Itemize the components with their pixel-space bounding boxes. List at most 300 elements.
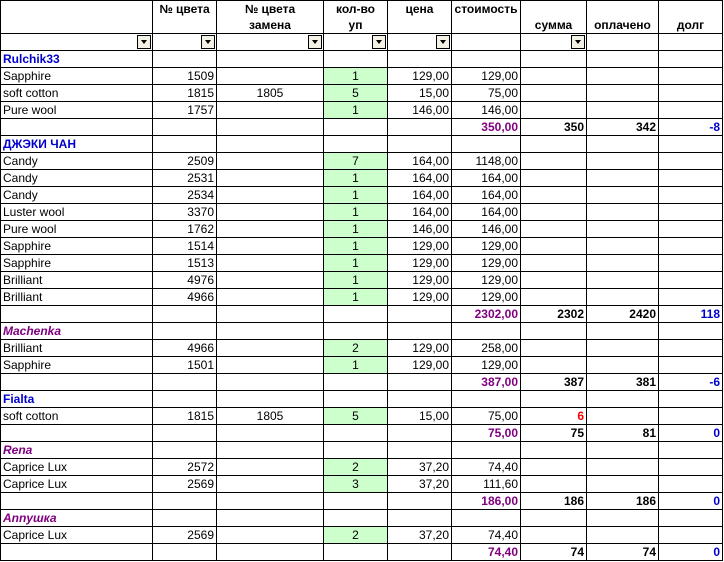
color-replace-cell[interactable] xyxy=(217,102,324,119)
customer-total-row xyxy=(1,493,723,510)
empty-cell[interactable] xyxy=(388,51,452,68)
cost-cell[interactable]: 164,00 xyxy=(452,187,521,204)
total-debt-cell[interactable]: 0 xyxy=(659,493,723,510)
customer-name[interactable]: Fialta xyxy=(1,391,153,408)
cost-cell[interactable]: 111,60 xyxy=(452,476,521,493)
debt-cell[interactable] xyxy=(659,357,723,374)
color-number-cell[interactable]: 1513 xyxy=(153,255,217,272)
empty-cell[interactable] xyxy=(659,510,723,527)
empty-cell[interactable] xyxy=(388,119,452,136)
color-number-cell[interactable]: 1762 xyxy=(153,221,217,238)
price-cell[interactable]: 129,00 xyxy=(388,272,452,289)
quantity-cell[interactable]: 5 xyxy=(324,85,388,102)
yarn-name-cell[interactable]: Pure wool xyxy=(1,221,153,238)
empty-cell[interactable] xyxy=(217,323,324,340)
order-item-row xyxy=(1,68,723,85)
customer-name[interactable]: ДЖЭКИ ЧАН xyxy=(1,136,153,153)
yarn-name-cell[interactable]: Candy xyxy=(1,170,153,187)
empty-cell[interactable] xyxy=(388,425,452,442)
color-replace-cell[interactable]: 1805 xyxy=(217,85,324,102)
customer-name[interactable]: Machenka xyxy=(1,323,153,340)
yarn-name-cell[interactable]: soft cotton xyxy=(1,85,153,102)
total-sum-cell[interactable]: 387 xyxy=(521,374,587,391)
paid-cell[interactable] xyxy=(587,204,659,221)
price-cell[interactable]: 129,00 xyxy=(388,357,452,374)
debt-cell[interactable] xyxy=(659,68,723,85)
sum-cell[interactable] xyxy=(521,68,587,85)
debt-cell[interactable] xyxy=(659,102,723,119)
cost-cell[interactable]: 146,00 xyxy=(452,221,521,238)
empty-cell[interactable] xyxy=(217,425,324,442)
sum-cell[interactable] xyxy=(521,255,587,272)
empty-cell[interactable] xyxy=(1,306,153,323)
debt-cell[interactable] xyxy=(659,204,723,221)
empty-cell[interactable] xyxy=(324,391,388,408)
quantity-cell[interactable]: 7 xyxy=(324,153,388,170)
price-cell[interactable]: 129,00 xyxy=(388,68,452,85)
empty-cell[interactable] xyxy=(388,544,452,561)
empty-cell[interactable] xyxy=(217,442,324,459)
empty-cell[interactable] xyxy=(153,51,217,68)
empty-cell[interactable] xyxy=(521,323,587,340)
empty-cell[interactable] xyxy=(1,425,153,442)
empty-cell[interactable] xyxy=(388,493,452,510)
customer-name[interactable]: Rulchik33 xyxy=(1,51,153,68)
total-paid-cell[interactable]: 74 xyxy=(587,544,659,561)
price-cell[interactable]: 164,00 xyxy=(388,204,452,221)
yarn-name-cell[interactable]: Candy xyxy=(1,153,153,170)
color-replace-cell[interactable] xyxy=(217,170,324,187)
color-replace-cell[interactable] xyxy=(217,68,324,85)
color-replace-cell[interactable] xyxy=(217,221,324,238)
filter-dropdown-icon[interactable] xyxy=(201,35,215,49)
empty-cell[interactable] xyxy=(217,136,324,153)
empty-cell[interactable] xyxy=(153,391,217,408)
yarn-name-cell[interactable]: Sapphire xyxy=(1,68,153,85)
empty-cell[interactable] xyxy=(217,510,324,527)
color-replace-cell[interactable] xyxy=(217,272,324,289)
autofilter-row xyxy=(1,34,723,51)
empty-cell[interactable] xyxy=(324,442,388,459)
sum-cell[interactable] xyxy=(521,272,587,289)
empty-cell[interactable] xyxy=(659,323,723,340)
cost-cell[interactable]: 129,00 xyxy=(452,289,521,306)
debt-cell[interactable] xyxy=(659,272,723,289)
order-item-row xyxy=(1,85,723,102)
total-paid-cell[interactable]: 81 xyxy=(587,425,659,442)
quantity-cell[interactable]: 1 xyxy=(324,357,388,374)
quantity-cell[interactable]: 2 xyxy=(324,340,388,357)
price-cell[interactable]: 164,00 xyxy=(388,170,452,187)
customer-header-row xyxy=(1,136,723,153)
total-sum-cell[interactable]: 350 xyxy=(521,119,587,136)
price-cell[interactable]: 146,00 xyxy=(388,102,452,119)
empty-cell[interactable] xyxy=(324,425,388,442)
color-replace-cell[interactable] xyxy=(217,204,324,221)
empty-cell[interactable] xyxy=(217,391,324,408)
customer-header-row xyxy=(1,442,723,459)
color-number-cell[interactable]: 2531 xyxy=(153,170,217,187)
price-cell[interactable]: 15,00 xyxy=(388,408,452,425)
yarn-name-cell[interactable]: Sapphire xyxy=(1,357,153,374)
quantity-cell[interactable]: 3 xyxy=(324,476,388,493)
empty-cell[interactable] xyxy=(324,323,388,340)
color-number-cell[interactable]: 1514 xyxy=(153,238,217,255)
total-sum-cell[interactable]: 2302 xyxy=(521,306,587,323)
empty-cell[interactable] xyxy=(217,493,324,510)
empty-cell[interactable] xyxy=(388,510,452,527)
empty-cell[interactable] xyxy=(452,136,521,153)
order-item-row xyxy=(1,221,723,238)
cost-cell[interactable]: 129,00 xyxy=(452,238,521,255)
price-cell[interactable]: 129,00 xyxy=(388,289,452,306)
price-cell[interactable]: 164,00 xyxy=(388,153,452,170)
color-number-cell[interactable]: 4976 xyxy=(153,272,217,289)
color-replace-cell[interactable] xyxy=(217,340,324,357)
order-item-row xyxy=(1,476,723,493)
empty-cell[interactable] xyxy=(217,306,324,323)
sum-cell[interactable] xyxy=(521,459,587,476)
color-number-cell[interactable]: 2572 xyxy=(153,459,217,476)
empty-cell[interactable] xyxy=(659,391,723,408)
empty-cell[interactable] xyxy=(452,391,521,408)
cost-cell[interactable]: 129,00 xyxy=(452,68,521,85)
total-debt-cell[interactable]: 118 xyxy=(659,306,723,323)
empty-cell[interactable] xyxy=(452,323,521,340)
total-sum-cell[interactable]: 75 xyxy=(521,425,587,442)
quantity-cell[interactable]: 1 xyxy=(324,68,388,85)
quantity-cell[interactable]: 1 xyxy=(324,170,388,187)
total-paid-cell[interactable]: 186 xyxy=(587,493,659,510)
color-replace-cell[interactable] xyxy=(217,459,324,476)
paid-cell[interactable] xyxy=(587,289,659,306)
quantity-cell[interactable]: 1 xyxy=(324,102,388,119)
empty-cell[interactable] xyxy=(324,119,388,136)
empty-cell[interactable] xyxy=(324,374,388,391)
empty-cell[interactable] xyxy=(1,374,153,391)
quantity-cell[interactable]: 5 xyxy=(324,408,388,425)
filter-dropdown-icon[interactable] xyxy=(137,35,151,49)
empty-cell[interactable] xyxy=(324,493,388,510)
sum-cell[interactable] xyxy=(521,85,587,102)
debt-cell[interactable] xyxy=(659,289,723,306)
header-color-replace: № цвета замена xyxy=(217,1,324,34)
paid-cell[interactable] xyxy=(587,476,659,493)
empty-cell[interactable] xyxy=(324,306,388,323)
color-replace-cell[interactable] xyxy=(217,357,324,374)
paid-cell[interactable] xyxy=(587,255,659,272)
yarn-name-cell[interactable]: Pure wool xyxy=(1,102,153,119)
total-cost-cell[interactable]: 350,00 xyxy=(452,119,521,136)
debt-cell[interactable] xyxy=(659,221,723,238)
cost-cell[interactable]: 129,00 xyxy=(452,357,521,374)
empty-cell[interactable] xyxy=(217,119,324,136)
price-cell[interactable]: 164,00 xyxy=(388,187,452,204)
customer-total-row xyxy=(1,374,723,391)
color-number-cell[interactable]: 1815 xyxy=(153,408,217,425)
price-cell[interactable]: 129,00 xyxy=(388,255,452,272)
empty-cell[interactable] xyxy=(153,323,217,340)
quantity-cell[interactable]: 2 xyxy=(324,459,388,476)
order-item-row xyxy=(1,102,723,119)
filter-dropdown-icon[interactable] xyxy=(308,35,322,49)
color-number-cell[interactable]: 2569 xyxy=(153,476,217,493)
empty-cell[interactable] xyxy=(452,510,521,527)
debt-cell[interactable] xyxy=(659,187,723,204)
color-number-cell[interactable]: 2569 xyxy=(153,527,217,544)
color-number-cell[interactable]: 3370 xyxy=(153,204,217,221)
empty-cell[interactable] xyxy=(587,323,659,340)
color-replace-cell[interactable] xyxy=(217,238,324,255)
debt-cell[interactable] xyxy=(659,476,723,493)
cost-cell[interactable]: 258,00 xyxy=(452,340,521,357)
total-debt-cell[interactable]: -8 xyxy=(659,119,723,136)
color-number-cell[interactable]: 2534 xyxy=(153,187,217,204)
yarn-name-cell[interactable]: Brilliant xyxy=(1,340,153,357)
paid-cell[interactable] xyxy=(587,408,659,425)
empty-cell[interactable] xyxy=(587,51,659,68)
yarn-name-cell[interactable]: Sapphire xyxy=(1,238,153,255)
debt-cell[interactable] xyxy=(659,527,723,544)
customer-total-row xyxy=(1,544,723,561)
quantity-cell[interactable]: 1 xyxy=(324,272,388,289)
empty-cell[interactable] xyxy=(521,442,587,459)
paid-cell[interactable] xyxy=(587,357,659,374)
color-number-cell[interactable]: 1509 xyxy=(153,68,217,85)
order-item-row xyxy=(1,340,723,357)
yarn-name-cell[interactable]: Caprice Lux xyxy=(1,459,153,476)
paid-cell[interactable] xyxy=(587,85,659,102)
empty-cell[interactable] xyxy=(452,442,521,459)
debt-cell[interactable] xyxy=(659,340,723,357)
sum-cell[interactable] xyxy=(521,238,587,255)
color-number-cell[interactable]: 1815 xyxy=(153,85,217,102)
filter-dropdown-icon[interactable] xyxy=(436,35,450,49)
empty-cell[interactable] xyxy=(659,136,723,153)
empty-cell[interactable] xyxy=(217,544,324,561)
empty-cell[interactable] xyxy=(388,306,452,323)
sum-cell[interactable] xyxy=(521,170,587,187)
empty-cell[interactable] xyxy=(153,493,217,510)
price-cell[interactable]: 129,00 xyxy=(388,238,452,255)
filter-dropdown-icon[interactable] xyxy=(571,35,585,49)
color-replace-cell[interactable] xyxy=(217,153,324,170)
debt-cell[interactable] xyxy=(659,459,723,476)
sum-cell[interactable] xyxy=(521,527,587,544)
total-sum-cell[interactable]: 74 xyxy=(521,544,587,561)
paid-cell[interactable] xyxy=(587,527,659,544)
cost-cell[interactable]: 74,40 xyxy=(452,459,521,476)
sum-cell[interactable] xyxy=(521,204,587,221)
empty-cell[interactable] xyxy=(388,136,452,153)
empty-cell[interactable] xyxy=(324,544,388,561)
color-replace-cell[interactable]: 1805 xyxy=(217,408,324,425)
empty-cell[interactable] xyxy=(153,425,217,442)
paid-cell[interactable] xyxy=(587,272,659,289)
empty-cell[interactable] xyxy=(1,544,153,561)
cost-cell[interactable]: 75,00 xyxy=(452,408,521,425)
price-cell[interactable]: 37,20 xyxy=(388,459,452,476)
order-item-row xyxy=(1,289,723,306)
quantity-cell[interactable]: 1 xyxy=(324,255,388,272)
sum-cell[interactable] xyxy=(521,340,587,357)
sum-cell[interactable] xyxy=(521,102,587,119)
quantity-cell[interactable]: 1 xyxy=(324,187,388,204)
paid-cell[interactable] xyxy=(587,238,659,255)
total-sum-cell[interactable]: 186 xyxy=(521,493,587,510)
price-cell[interactable]: 15,00 xyxy=(388,85,452,102)
empty-cell[interactable] xyxy=(388,374,452,391)
empty-cell[interactable] xyxy=(153,306,217,323)
empty-cell[interactable] xyxy=(388,442,452,459)
color-replace-cell[interactable] xyxy=(217,187,324,204)
empty-cell[interactable] xyxy=(521,51,587,68)
empty-cell[interactable] xyxy=(153,510,217,527)
yarn-name-cell[interactable]: Caprice Lux xyxy=(1,476,153,493)
sum-cell[interactable] xyxy=(521,221,587,238)
quantity-cell[interactable]: 2 xyxy=(324,527,388,544)
yarn-name-cell[interactable]: Brilliant xyxy=(1,272,153,289)
customer-total-row xyxy=(1,119,723,136)
empty-cell[interactable] xyxy=(324,510,388,527)
empty-cell[interactable] xyxy=(153,119,217,136)
empty-cell[interactable] xyxy=(521,391,587,408)
empty-cell[interactable] xyxy=(587,442,659,459)
empty-cell[interactable] xyxy=(153,136,217,153)
empty-cell[interactable] xyxy=(324,136,388,153)
header-paid: оплачено xyxy=(587,1,659,34)
total-cost-cell[interactable]: 75,00 xyxy=(452,425,521,442)
total-cost-cell[interactable]: 74,40 xyxy=(452,544,521,561)
order-item-row xyxy=(1,153,723,170)
total-debt-cell[interactable]: -6 xyxy=(659,374,723,391)
total-cost-cell[interactable]: 2302,00 xyxy=(452,306,521,323)
yarn-name-cell[interactable]: Luster wool xyxy=(1,204,153,221)
cost-cell[interactable]: 164,00 xyxy=(452,204,521,221)
empty-cell[interactable] xyxy=(659,442,723,459)
sum-cell[interactable] xyxy=(521,153,587,170)
paid-cell[interactable] xyxy=(587,153,659,170)
yarn-name-cell[interactable]: Sapphire xyxy=(1,255,153,272)
cost-cell[interactable]: 164,00 xyxy=(452,170,521,187)
color-number-cell[interactable]: 4966 xyxy=(153,289,217,306)
cost-cell[interactable]: 75,00 xyxy=(452,85,521,102)
empty-cell[interactable] xyxy=(587,510,659,527)
total-cost-cell[interactable]: 387,00 xyxy=(452,374,521,391)
quantity-cell[interactable]: 1 xyxy=(324,238,388,255)
header-sum: сумма xyxy=(521,1,587,34)
paid-cell[interactable] xyxy=(587,459,659,476)
total-debt-cell[interactable]: 0 xyxy=(659,544,723,561)
debt-cell[interactable] xyxy=(659,85,723,102)
sum-cell[interactable] xyxy=(521,357,587,374)
empty-cell[interactable] xyxy=(587,391,659,408)
sum-cell[interactable] xyxy=(521,289,587,306)
paid-cell[interactable] xyxy=(587,68,659,85)
order-item-row xyxy=(1,170,723,187)
cost-cell[interactable]: 129,00 xyxy=(452,255,521,272)
order-item-row xyxy=(1,408,723,425)
empty-cell[interactable] xyxy=(1,119,153,136)
empty-cell[interactable] xyxy=(521,136,587,153)
empty-cell[interactable] xyxy=(153,544,217,561)
quantity-cell[interactable]: 1 xyxy=(324,204,388,221)
total-debt-cell[interactable]: 0 xyxy=(659,425,723,442)
total-paid-cell[interactable]: 2420 xyxy=(587,306,659,323)
paid-cell[interactable] xyxy=(587,221,659,238)
color-number-cell[interactable]: 1757 xyxy=(153,102,217,119)
sum-cell[interactable] xyxy=(521,476,587,493)
yarn-name-cell[interactable]: Caprice Lux xyxy=(1,527,153,544)
order-item-row xyxy=(1,238,723,255)
total-cost-cell[interactable]: 186,00 xyxy=(452,493,521,510)
yarn-name-cell[interactable]: Candy xyxy=(1,187,153,204)
cost-cell[interactable]: 1148,00 xyxy=(452,153,521,170)
order-item-row xyxy=(1,255,723,272)
sum-cell[interactable] xyxy=(521,187,587,204)
empty-cell[interactable] xyxy=(153,374,217,391)
total-paid-cell[interactable]: 342 xyxy=(587,119,659,136)
empty-cell[interactable] xyxy=(153,442,217,459)
quantity-cell[interactable]: 1 xyxy=(324,289,388,306)
price-cell[interactable]: 37,20 xyxy=(388,476,452,493)
paid-cell[interactable] xyxy=(587,170,659,187)
customer-name[interactable]: Rena xyxy=(1,442,153,459)
color-number-cell[interactable]: 2509 xyxy=(153,153,217,170)
color-number-cell[interactable]: 1501 xyxy=(153,357,217,374)
empty-cell[interactable] xyxy=(1,493,153,510)
empty-cell[interactable] xyxy=(217,374,324,391)
filter-dropdown-icon[interactable] xyxy=(372,35,386,49)
yarn-name-cell[interactable]: Brilliant xyxy=(1,289,153,306)
empty-cell[interactable] xyxy=(217,51,324,68)
color-replace-cell[interactable] xyxy=(217,255,324,272)
yarn-name-cell[interactable]: soft cotton xyxy=(1,408,153,425)
paid-cell[interactable] xyxy=(587,187,659,204)
empty-cell[interactable] xyxy=(452,51,521,68)
quantity-cell[interactable]: 1 xyxy=(324,221,388,238)
sum-cell[interactable]: 6 xyxy=(521,408,587,425)
paid-cell[interactable] xyxy=(587,102,659,119)
price-cell[interactable]: 37,20 xyxy=(388,527,452,544)
customer-header-row xyxy=(1,391,723,408)
color-replace-cell[interactable] xyxy=(217,476,324,493)
debt-cell[interactable] xyxy=(659,408,723,425)
empty-cell[interactable] xyxy=(388,391,452,408)
empty-cell[interactable] xyxy=(388,323,452,340)
cost-cell[interactable]: 129,00 xyxy=(452,272,521,289)
cost-cell[interactable]: 74,40 xyxy=(452,527,521,544)
empty-cell[interactable] xyxy=(521,510,587,527)
debt-cell[interactable] xyxy=(659,255,723,272)
debt-cell[interactable] xyxy=(659,170,723,187)
empty-cell[interactable] xyxy=(324,51,388,68)
customer-name[interactable]: Annушка xyxy=(1,510,153,527)
color-replace-cell[interactable] xyxy=(217,527,324,544)
total-paid-cell[interactable]: 381 xyxy=(587,374,659,391)
empty-cell[interactable] xyxy=(659,51,723,68)
cost-cell[interactable]: 146,00 xyxy=(452,102,521,119)
price-cell[interactable]: 129,00 xyxy=(388,340,452,357)
debt-cell[interactable] xyxy=(659,238,723,255)
color-replace-cell[interactable] xyxy=(217,289,324,306)
header-price: цена xyxy=(388,1,452,34)
empty-cell[interactable] xyxy=(587,136,659,153)
color-number-cell[interactable]: 4966 xyxy=(153,340,217,357)
paid-cell[interactable] xyxy=(587,340,659,357)
debt-cell[interactable] xyxy=(659,153,723,170)
price-cell[interactable]: 146,00 xyxy=(388,221,452,238)
